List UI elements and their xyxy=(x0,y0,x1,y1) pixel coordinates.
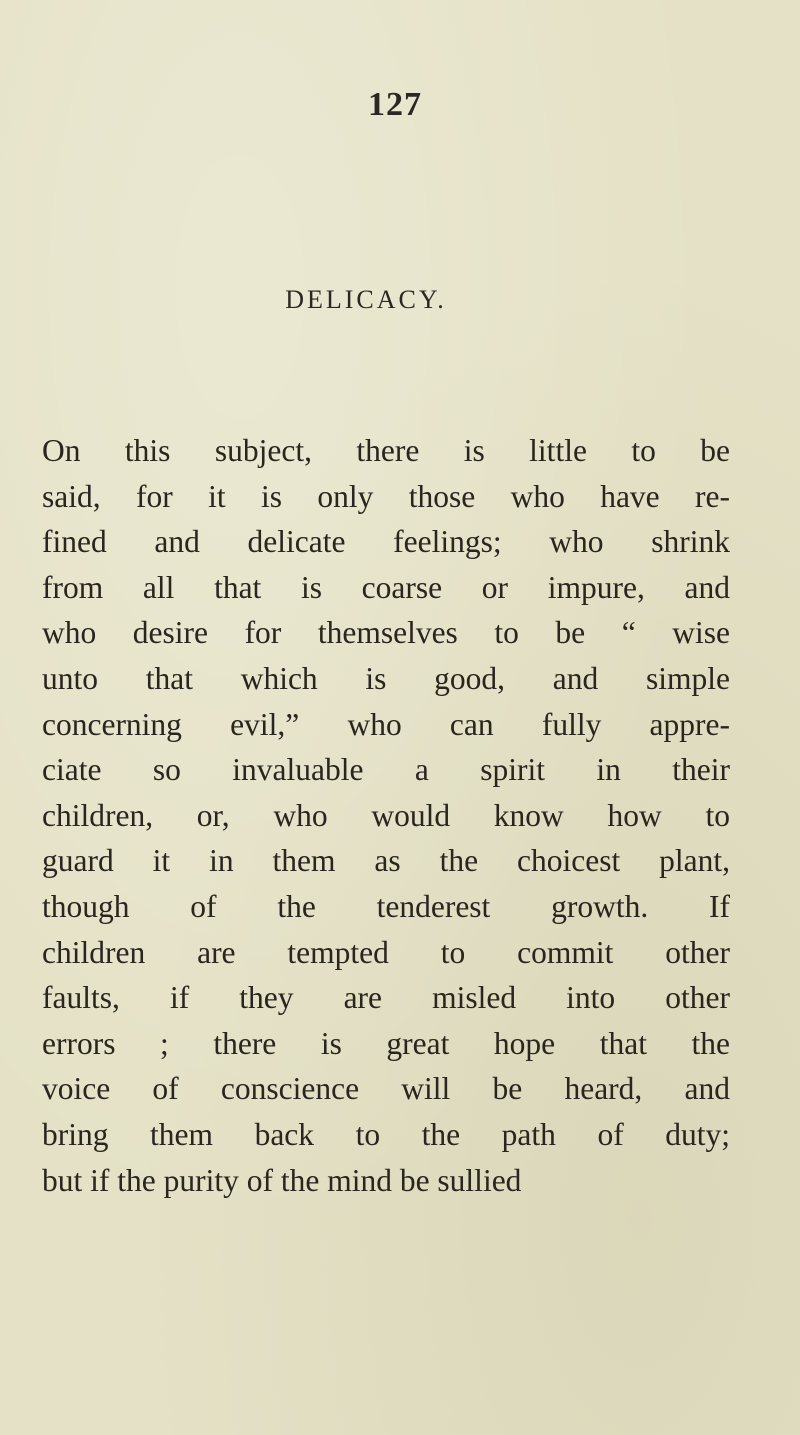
text-line: faults, if they are misled into other xyxy=(42,980,730,1016)
text-line: guard it in them as the choicest plant, xyxy=(42,843,730,879)
text-line: voice of conscience will be heard, and xyxy=(42,1071,730,1107)
text-line: but if the purity of the mind be sullied xyxy=(42,1162,522,1198)
text-line: though of the tenderest growth. If xyxy=(42,888,730,924)
text-line: On this subject, there is little to be xyxy=(42,433,730,468)
text-line: from all that is coarse or impure, and xyxy=(42,569,730,605)
text-line: concerning evil,” who can fully appre- xyxy=(42,706,730,742)
text-line: who desire for themselves to be “ wise xyxy=(42,615,730,651)
text-line: errors ; there is great hope that the xyxy=(42,1025,730,1061)
page-number: 127 xyxy=(368,86,422,123)
body-paragraph xyxy=(42,428,730,1203)
text-line: bring them back to the path of duty; xyxy=(42,1116,730,1152)
text-line: said, for it is only those who have re- xyxy=(42,478,730,514)
text-line: fined and delicate feelings; who shrink xyxy=(42,524,730,560)
text-line: ciate so invaluable a spirit in their xyxy=(42,752,730,788)
text-line: children, or, who would know how to xyxy=(42,797,730,833)
text-line: unto that which is good, and simple xyxy=(42,660,730,696)
text-line: children are tempted to commit other xyxy=(42,934,730,970)
chapter-title: DELICACY. xyxy=(285,285,447,314)
